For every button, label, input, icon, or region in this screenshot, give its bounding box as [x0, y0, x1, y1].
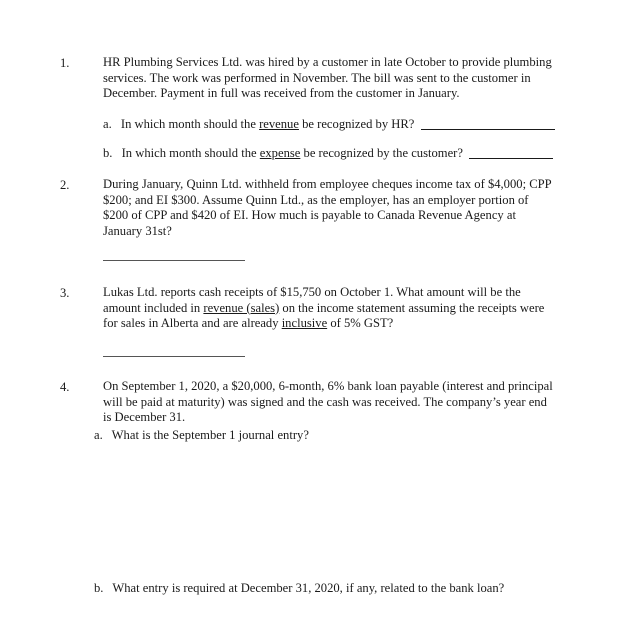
question-1-text	[103, 55, 573, 102]
question-1a-text-pre: In which month should the	[120, 117, 256, 131]
question-1b	[103, 146, 553, 161]
question-1b-letter: b.	[103, 146, 113, 160]
question-3-underlined-inclusive: inclusive	[281, 316, 328, 331]
question-3-line3-post: of 5% GST?	[330, 316, 394, 331]
question-1b-answer-blank[interactable]	[469, 157, 553, 159]
question-2-line: January 31st?	[103, 223, 172, 238]
question-1-line: December. Payment in full was received from the customer in January.	[103, 86, 460, 101]
question-3-line3-pre: for sales in Alberta and are already	[103, 316, 279, 331]
question-3-answer-line[interactable]	[103, 356, 245, 357]
question-4a-letter: a.	[94, 428, 103, 442]
question-1b-text-pre: In which month should the	[121, 146, 257, 160]
question-3-text	[103, 285, 573, 332]
question-2-answer-line[interactable]	[103, 260, 245, 261]
question-1b-text-post: be recognized by the customer?	[303, 146, 463, 160]
question-1b-underlined-term: expense	[259, 146, 301, 160]
question-1-number: 1.	[60, 56, 70, 70]
question-2-line: $200 of CPP and $420 of EI. How much is payable to Canada Revenue Agency at	[103, 208, 516, 223]
question-3-line2-post: on the income statement assuming the receipts were	[282, 300, 545, 315]
question-4-number: 4.	[60, 380, 70, 394]
question-4-line: will be paid at maturity) was signed and the cash was received. The company’s year end	[103, 394, 547, 409]
question-4b-letter: b.	[94, 581, 104, 595]
question-1a-text-post: be recognized by HR?	[302, 117, 415, 131]
question-1a-answer-blank[interactable]	[421, 128, 555, 130]
question-1-line: HR Plumbing Services Ltd. was hired by a customer in late October to provide plumbing	[103, 55, 552, 69]
question-4a-text: What is the September 1 journal entry?	[111, 428, 309, 442]
question-3-underlined-revenue: revenue (sales)	[203, 300, 280, 315]
question-2-number: 2.	[60, 178, 70, 192]
question-4-line: is December 31.	[103, 410, 186, 425]
question-1a-letter: a.	[103, 117, 112, 131]
question-2-line: $200; and EI $300. Assume Quinn Ltd., as the employer, has an employer portion of	[103, 192, 529, 207]
question-2-line: During January, Quinn Ltd. withheld from employee cheques income tax of $4,000; CPP	[103, 177, 552, 191]
question-4-text	[103, 379, 573, 426]
question-3-line	[103, 316, 573, 332]
question-1-line: services. The work was performed in November. The bill was sent to the customer in	[103, 70, 531, 85]
question-4a	[94, 428, 309, 443]
question-2-text	[103, 177, 573, 239]
question-4b	[94, 581, 504, 596]
question-3-number: 3.	[60, 286, 70, 300]
question-4b-text: What entry is required at December 31, 2020, if any, related to the bank loan?	[112, 581, 505, 595]
question-3-line	[103, 301, 573, 317]
question-1a-underlined-term: revenue	[259, 117, 299, 131]
question-4-line: On September 1, 2020, a $20,000, 6-month, 6% bank loan payable (interest and principal	[103, 379, 553, 393]
question-3-line: Lukas Ltd. reports cash receipts of $15,750 on October 1. What amount will be the	[103, 285, 521, 299]
question-1a	[103, 117, 555, 132]
question-3-line2-pre: amount included in	[103, 300, 201, 315]
